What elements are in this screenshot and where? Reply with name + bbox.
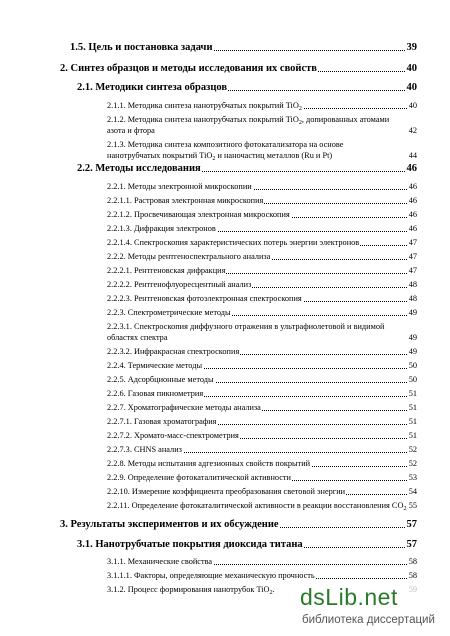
toc-entry-title: 3.1.1. Механические свойства (107, 557, 213, 566)
toc-entry-page: 50 (408, 361, 417, 370)
dslib-logo: dsLib.net (300, 584, 398, 610)
toc-entry-page: 42 (408, 126, 417, 135)
toc-entry[interactable] (107, 279, 417, 290)
toc-entry[interactable]: 2.1.2. Методика синтеза нанотрубчатых покрытий TiO$_2$, допированных атомами азота и фтора 42 (107, 115, 417, 135)
toc-entry-page: 58 (408, 571, 417, 580)
toc-entry-page: 51 (408, 389, 417, 398)
toc-entry[interactable] (107, 293, 417, 304)
toc-entry[interactable] (77, 163, 417, 174)
toc-entry-page: 51 (408, 403, 417, 412)
toc-entry[interactable] (107, 223, 417, 234)
toc-entry[interactable] (77, 539, 417, 550)
toc-entry-page: 40 (408, 101, 417, 110)
toc-entry-title: 2.2.2.2. Рентгенофлуоресцентный анализ (107, 280, 252, 289)
toc-entry-title: 2.1.1. Методика синтеза нанотрубчатых покрытий TiO (107, 101, 299, 110)
toc-entry-title: 2.2.3.1. Спектроскопия диффузного отражения в ультрафиолетовой и видимой областях спектра (107, 321, 417, 343)
toc-entry-page: 49 (408, 333, 417, 342)
toc-entry-page: 46 (406, 163, 417, 174)
toc-entry-page: 53 (408, 473, 417, 482)
toc-entry[interactable] (70, 42, 417, 53)
toc-entry[interactable] (107, 307, 417, 318)
toc-entry[interactable] (107, 251, 417, 262)
toc-entry-page: 46 (408, 196, 417, 205)
toc-entry-page: 47 (408, 252, 417, 261)
toc-entry-page: 54 (408, 487, 417, 496)
toc-entry-page: 49 (408, 347, 417, 356)
toc-entry-page: 57 (406, 519, 417, 530)
toc-entry-page: 51 (408, 417, 417, 426)
toc-entry-title: 3.1.2. Процесс формирования нанотрубок TiO (107, 585, 270, 594)
toc-entry-title: 2.1.3. Методика синтеза композитного фотокатализатора на основе нанотрубчатых покрытий TiO (107, 140, 344, 160)
toc-entry-page: 44 (408, 151, 417, 160)
toc-entry-title: 2.2.1.1. Растровая электронная микроскопия (107, 196, 264, 205)
toc-entry-page: 47 (408, 238, 417, 247)
toc-entry-title: 2.2.2.3. Рентгеновская фотоэлектронная спектроскопия (107, 294, 302, 303)
toc-entry[interactable] (107, 458, 417, 469)
toc-entry-title: 2.2.11. Определение фотокаталитической активности в реакции восстановления CO (107, 501, 404, 510)
toc-entry-page: 49 (408, 308, 417, 317)
toc-entry-page: 57 (406, 539, 417, 550)
toc-entry[interactable] (107, 321, 417, 343)
toc-entry[interactable] (107, 374, 417, 385)
toc-entry-title: 2.2.2.1. Рентгеновская дифракция (107, 266, 226, 275)
toc-entry[interactable]: 3.1.2. Процесс формирования нанотрубок TiO$_2$. 59 (107, 585, 417, 596)
toc-entry[interactable] (107, 181, 417, 192)
toc-entry-page: 58 (408, 557, 417, 566)
toc-entry-title: 2.2.7. Хроматографические методы анализа (107, 403, 261, 412)
toc-entry[interactable] (107, 472, 417, 483)
toc-entry-page: 52 (408, 445, 417, 454)
toc-entry-page: 48 (408, 280, 417, 289)
toc-entry[interactable]: 2.1.1. Методика синтеза нанотрубчатых покрытий TiO$_2$ 40 (107, 101, 417, 112)
toc-entry-page: 59 (408, 585, 417, 594)
toc-entry-title: 2.2.1. Методы электронной микроскопии (107, 182, 252, 191)
toc-entry[interactable] (107, 360, 417, 371)
toc-entry-title: 2.2.1.3. Дифракция электронов (107, 224, 216, 233)
toc-entry[interactable] (107, 430, 417, 441)
toc-entry[interactable] (107, 237, 417, 248)
toc-entry-page: 46 (408, 224, 417, 233)
toc-entry-page: 46 (408, 210, 417, 219)
toc-entry[interactable] (107, 265, 417, 276)
toc-entry-title: 2.2.3. Спектрометрические методы (107, 308, 231, 317)
toc-entry-title: 3.1.1.1. Факторы, определяющие механическую прочность (107, 571, 315, 580)
toc-entry[interactable] (60, 63, 417, 74)
toc-entry[interactable] (107, 346, 417, 357)
toc-entry[interactable] (77, 82, 417, 93)
toc-entry-title: 2.2.6. Газовая пикнометрия (107, 389, 204, 398)
toc-entry[interactable] (107, 416, 417, 427)
toc-entry[interactable] (107, 388, 417, 399)
toc-entry-page: 55 (408, 501, 417, 510)
toc-entry-page: 39 (406, 42, 417, 53)
dslib-watermark[interactable] (300, 584, 446, 632)
toc-entry-title: 2.2.9. Определение фотокаталитической активности (107, 473, 291, 482)
toc-entry-title: 2.2.7.3. CHNS анализ (107, 445, 182, 454)
toc-entry-title: 2.2.2. Методы рентгеноспектрального анализа (107, 252, 271, 261)
toc-entry-title: 2.2.10. Измерение коэффициента преобразования световой энергии (107, 487, 346, 496)
toc-entry-page: 46 (408, 182, 417, 191)
toc-entry-title: 2.2.1.4. Спектроскопия характеристических потерь энергии электронов (107, 238, 360, 247)
toc-entry[interactable] (107, 444, 417, 455)
toc-entry[interactable] (107, 556, 417, 567)
toc-entry-title: 2. Синтез образцов и методы исследования их свойств (60, 63, 317, 74)
dslib-tagline: библиотека диссертаций (302, 614, 435, 626)
toc-entry-title: 2.1.2. Методика синтеза нанотрубчатых покрытий TiO (107, 115, 299, 124)
toc-entry-page: 48 (408, 294, 417, 303)
toc-entry-title: 2.2.1.2. Просвечивающая электронная микроскопия (107, 210, 290, 219)
toc-entry[interactable] (107, 570, 417, 581)
toc-entry[interactable] (107, 486, 417, 497)
toc-entry-title: 2.1. Методики синтеза образцов (77, 82, 228, 93)
toc-entry-page: 52 (408, 459, 417, 468)
toc-entry-title: 2.2.5. Адсорбционные методы (107, 375, 214, 384)
toc-entry-title: 2.2.3.2. Инфракрасная спектроскопия (107, 347, 240, 356)
toc-entry[interactable]: 2.2.11. Определение фотокаталитической активности в реакции восстановления $CO_2$ 55 (107, 501, 417, 512)
toc-entry-title: 2.2.4. Термические методы (107, 361, 203, 370)
toc-entry-title: 2.2.7.1. Газовая хроматография (107, 417, 217, 426)
toc-entry-title: 2.2.8. Методы испытания адгезионных свойств покрытий (107, 459, 311, 468)
toc-entry-page: 40 (406, 63, 417, 74)
toc-entry-title: 3. Результаты экспериментов и их обсуждение (60, 519, 279, 530)
toc-entry-title: 1.5. Цель и постановка задачи (70, 42, 213, 53)
toc-entry-page: 51 (408, 431, 417, 440)
toc-entry[interactable] (107, 209, 417, 220)
toc-entry[interactable] (60, 519, 417, 530)
toc-entry-title: 2.2. Методы исследования (77, 163, 201, 174)
toc-entry-page: 50 (408, 375, 417, 384)
toc-entry[interactable]: 2.1.3. Методика синтеза композитного фотокатализатора на основе нанотрубчатых покрытий TiO$_2$ и наночастиц металлов (Ru и Pt) 44 (107, 140, 417, 162)
toc-entry-title: 3.1. Нанотрубчатые покрытия диоксида титана (77, 539, 303, 550)
toc-entry-page: 40 (406, 82, 417, 93)
toc-entry-title: 2.2.7.2. Хромато-масс-спектрометрия (107, 431, 239, 440)
toc-entry-page: 47 (408, 266, 417, 275)
toc-entry[interactable] (107, 195, 417, 206)
toc-entry[interactable] (107, 402, 417, 413)
